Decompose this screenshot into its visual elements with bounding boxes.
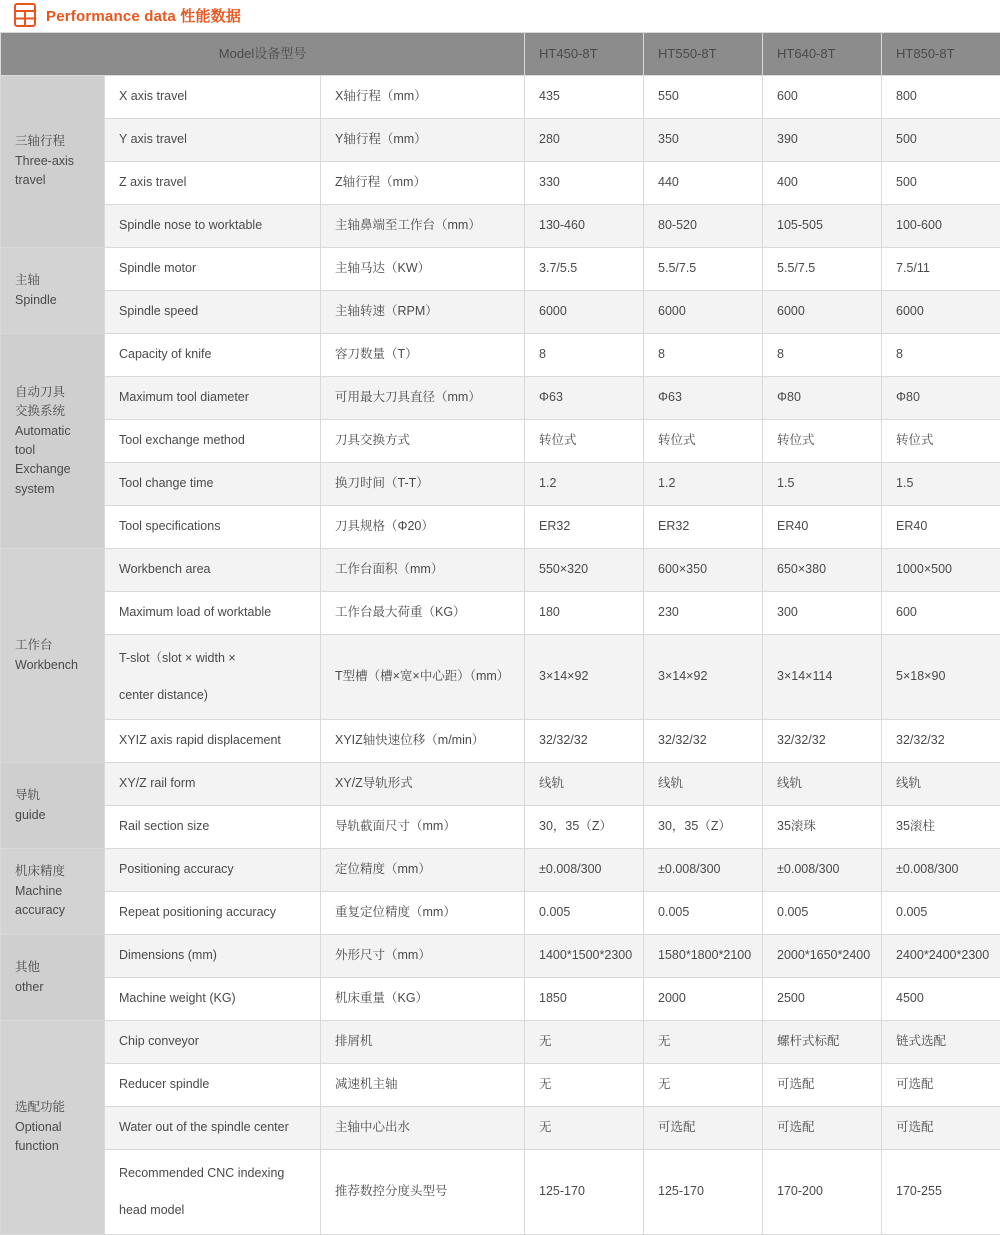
group-label-machine-accuracy <box>1 849 105 935</box>
row-value: ±0.008/300 <box>525 849 644 892</box>
row-label-cn: 工作台最大荷重（KG） <box>321 592 525 635</box>
row-label-cn: T型槽（槽×宽×中心距）（mm） <box>321 635 525 720</box>
row-value: 80-520 <box>644 205 763 248</box>
row-value: 32/32/32 <box>882 720 1000 763</box>
row-value: 5.5/7.5 <box>644 248 763 291</box>
row-value: 可选配 <box>882 1064 1000 1107</box>
table-row <box>1 1064 1000 1107</box>
row-value: 650×380 <box>763 549 882 592</box>
group-label-en: Machine accuracy <box>15 882 90 921</box>
row-value: 线轨 <box>644 763 763 806</box>
group-label-cn: 主轴 <box>15 271 90 290</box>
row-label-en: Chip conveyor <box>105 1021 321 1064</box>
row-label-cn: 主轴马达（KW） <box>321 248 525 291</box>
row-value: 2400*2400*2300 <box>882 935 1000 978</box>
row-value: 230 <box>644 592 763 635</box>
row-value: 线轨 <box>763 763 882 806</box>
row-value: 6000 <box>644 291 763 334</box>
row-value: 600×350 <box>644 549 763 592</box>
row-label-en: Maximum tool diameter <box>105 377 321 420</box>
row-value: 390 <box>763 119 882 162</box>
row-value: 330 <box>525 162 644 205</box>
row-value: 螺杆式标配 <box>763 1021 882 1064</box>
row-label-en-line1: T-slot（slot × width × <box>119 651 236 665</box>
row-value: 6000 <box>763 291 882 334</box>
row-label-cn: XYIZ轴快速位移（m/min） <box>321 720 525 763</box>
table-row <box>1 205 1000 248</box>
row-label-cn: 推荐数控分度头型号 <box>321 1150 525 1235</box>
row-label-cn: 定位精度（mm） <box>321 849 525 892</box>
row-value: 4500 <box>882 978 1000 1021</box>
row-label-en: Tool change time <box>105 463 321 506</box>
row-label-cn: Y轴行程（mm） <box>321 119 525 162</box>
row-value: 1400*1500*2300 <box>525 935 644 978</box>
row-value: 可选配 <box>882 1107 1000 1150</box>
row-value: Φ80 <box>763 377 882 420</box>
group-label-other <box>1 935 105 1021</box>
row-label-cn: 主轴转速（RPM） <box>321 291 525 334</box>
row-value: ER32 <box>644 506 763 549</box>
row-value: 2000 <box>644 978 763 1021</box>
row-value: 600 <box>882 592 1000 635</box>
group-label-guide <box>1 763 105 849</box>
row-value: 5×18×90 <box>882 635 1000 720</box>
row-value: Φ80 <box>882 377 1000 420</box>
group-label-en: Automatic tool <box>15 422 90 461</box>
group-label-en: Optional function <box>15 1118 90 1157</box>
row-value: 800 <box>882 76 1000 119</box>
row-label-cn: 容刀数量（T） <box>321 334 525 377</box>
group-label-en2: Exchange system <box>15 460 90 499</box>
row-label-cn: 换刀时间（T-T） <box>321 463 525 506</box>
row-label-en: Spindle motor <box>105 248 321 291</box>
group-label-cn: 三轴行程 <box>15 132 90 151</box>
row-label-en: Machine weight (KG) <box>105 978 321 1021</box>
table-row <box>1 291 1000 334</box>
row-label-cn: 可用最大刀具直径（mm） <box>321 377 525 420</box>
row-label-cn: 主轴鼻端至工作台（mm） <box>321 205 525 248</box>
row-value: 2000*1650*2400 <box>763 935 882 978</box>
row-label-cn: 外形尺寸（mm） <box>321 935 525 978</box>
row-label-en: Rail section size <box>105 806 321 849</box>
row-label-en: XY/Z rail form <box>105 763 321 806</box>
row-value: 550 <box>644 76 763 119</box>
row-value: 280 <box>525 119 644 162</box>
row-value: 0.005 <box>644 892 763 935</box>
row-value: 400 <box>763 162 882 205</box>
header-model-1: HT450-8T <box>525 33 644 76</box>
row-label-en: Positioning accuracy <box>105 849 321 892</box>
table-row <box>1 119 1000 162</box>
group-label-en: other <box>15 978 90 997</box>
row-value: 5.5/7.5 <box>763 248 882 291</box>
row-value: 440 <box>644 162 763 205</box>
row-label-en-line1: Recommended CNC indexing <box>119 1166 284 1180</box>
group-label-cn: 导轨 <box>15 786 90 805</box>
table-row <box>1 506 1000 549</box>
table-body <box>1 76 1000 1235</box>
row-value: 170-255 <box>882 1150 1000 1235</box>
row-value: 600 <box>763 76 882 119</box>
row-value: ER40 <box>882 506 1000 549</box>
page-header <box>0 0 1000 32</box>
row-value: 170-200 <box>763 1150 882 1235</box>
table-row <box>1 635 1000 720</box>
table-row <box>1 763 1000 806</box>
row-label-en: Reducer spindle <box>105 1064 321 1107</box>
group-label-cn: 选配功能 <box>15 1098 90 1117</box>
row-value: 180 <box>525 592 644 635</box>
table-row <box>1 549 1000 592</box>
row-value: 6000 <box>882 291 1000 334</box>
row-label-en: Spindle speed <box>105 291 321 334</box>
row-value: 1000×500 <box>882 549 1000 592</box>
group-label-en: guide <box>15 806 90 825</box>
row-label-en: Z axis travel <box>105 162 321 205</box>
row-label-en: Y axis travel <box>105 119 321 162</box>
row-label-cn: 导轨截面尺寸（mm） <box>321 806 525 849</box>
row-value: 6000 <box>525 291 644 334</box>
row-value: 500 <box>882 162 1000 205</box>
table-row <box>1 334 1000 377</box>
table-row <box>1 806 1000 849</box>
row-label-en: Repeat positioning accuracy <box>105 892 321 935</box>
row-value: 可选配 <box>644 1107 763 1150</box>
performance-data-table <box>0 32 1000 1235</box>
table-row <box>1 849 1000 892</box>
row-value: 125-170 <box>644 1150 763 1235</box>
table-row <box>1 1107 1000 1150</box>
row-label-cn: 机床重量（KG） <box>321 978 525 1021</box>
row-value: 100-600 <box>882 205 1000 248</box>
row-value: 500 <box>882 119 1000 162</box>
row-value: 转位式 <box>525 420 644 463</box>
row-value: 300 <box>763 592 882 635</box>
row-label-en <box>105 1150 321 1235</box>
table-row <box>1 1021 1000 1064</box>
row-value: 0.005 <box>882 892 1000 935</box>
row-value: 32/32/32 <box>763 720 882 763</box>
row-label-cn: X轴行程（mm） <box>321 76 525 119</box>
row-value: 435 <box>525 76 644 119</box>
row-value: 2500 <box>763 978 882 1021</box>
group-label-automatic-tool-exchange-system <box>1 334 105 549</box>
row-value: 550×320 <box>525 549 644 592</box>
row-label-en: X axis travel <box>105 76 321 119</box>
row-value: 链式选配 <box>882 1021 1000 1064</box>
row-value: 125-170 <box>525 1150 644 1235</box>
row-value: 8 <box>525 334 644 377</box>
row-value: 3.7/5.5 <box>525 248 644 291</box>
row-value: 8 <box>763 334 882 377</box>
row-value: 130-460 <box>525 205 644 248</box>
row-value: 1.2 <box>644 463 763 506</box>
row-label-en: Water out of the spindle center <box>105 1107 321 1150</box>
group-label-three-axis-travel <box>1 76 105 248</box>
header-model-3: HT640-8T <box>763 33 882 76</box>
header-model-4: HT850-8T <box>882 33 1000 76</box>
row-value: 8 <box>644 334 763 377</box>
row-value: 8 <box>882 334 1000 377</box>
row-value: 3×14×92 <box>525 635 644 720</box>
row-value: 1.2 <box>525 463 644 506</box>
row-value: 无 <box>525 1021 644 1064</box>
row-value: 350 <box>644 119 763 162</box>
row-label-en: Maximum load of worktable <box>105 592 321 635</box>
row-value: 可选配 <box>763 1107 882 1150</box>
row-value: 1.5 <box>882 463 1000 506</box>
table-row <box>1 978 1000 1021</box>
group-label-en: Workbench <box>15 656 90 675</box>
row-value: 7.5/11 <box>882 248 1000 291</box>
row-label-en: Workbench area <box>105 549 321 592</box>
row-value: 35滚珠 <box>763 806 882 849</box>
row-value: 0.005 <box>525 892 644 935</box>
row-label-en: Dimensions (mm) <box>105 935 321 978</box>
table-row <box>1 463 1000 506</box>
row-label-cn: 主轴中心出水 <box>321 1107 525 1150</box>
row-value: 无 <box>644 1064 763 1107</box>
row-value: 30，35（Z） <box>525 806 644 849</box>
row-label-en: Tool specifications <box>105 506 321 549</box>
row-value: 3×14×92 <box>644 635 763 720</box>
group-label-optional-function <box>1 1021 105 1235</box>
group-label-cn2: 交换系统 <box>15 402 90 421</box>
row-value: 105-505 <box>763 205 882 248</box>
row-value: 1.5 <box>763 463 882 506</box>
group-label-spindle <box>1 248 105 334</box>
row-value: ER32 <box>525 506 644 549</box>
row-value: ±0.008/300 <box>644 849 763 892</box>
table-document-icon <box>14 3 36 27</box>
table-row <box>1 377 1000 420</box>
row-value: ER40 <box>763 506 882 549</box>
group-label-cn: 工作台 <box>15 636 90 655</box>
row-value: 无 <box>525 1064 644 1107</box>
row-label-en: Spindle nose to worktable <box>105 205 321 248</box>
row-value: 线轨 <box>882 763 1000 806</box>
page-title: Performance data 性能数据 <box>46 5 241 26</box>
group-label-cn: 其他 <box>15 958 90 977</box>
group-label-en: Spindle <box>15 291 90 310</box>
row-label-en: Capacity of knife <box>105 334 321 377</box>
row-label-en <box>105 635 321 720</box>
row-label-cn: 工作台面积（mm） <box>321 549 525 592</box>
row-value: 1580*1800*2100 <box>644 935 763 978</box>
row-label-cn: 排屑机 <box>321 1021 525 1064</box>
table-row <box>1 892 1000 935</box>
row-value: 32/32/32 <box>525 720 644 763</box>
row-value: ±0.008/300 <box>882 849 1000 892</box>
row-value: 转位式 <box>882 420 1000 463</box>
row-label-en-line2: center distance) <box>119 686 306 705</box>
row-value: 32/32/32 <box>644 720 763 763</box>
table-row <box>1 720 1000 763</box>
table-row <box>1 76 1000 119</box>
table-row <box>1 248 1000 291</box>
row-value: 30，35（Z） <box>644 806 763 849</box>
group-label-cn: 自动刀具 <box>15 383 90 402</box>
table-row <box>1 162 1000 205</box>
group-label-cn: 机床精度 <box>15 862 90 881</box>
header-model-label: Model设备型号 <box>1 33 525 76</box>
group-label-workbench <box>1 549 105 763</box>
row-value: 转位式 <box>763 420 882 463</box>
row-label-en-line2: head model <box>119 1201 306 1220</box>
table-row <box>1 935 1000 978</box>
row-value: 线轨 <box>525 763 644 806</box>
row-label-en: Tool exchange method <box>105 420 321 463</box>
table-row <box>1 592 1000 635</box>
row-value: ±0.008/300 <box>763 849 882 892</box>
table-row <box>1 420 1000 463</box>
row-value: Φ63 <box>525 377 644 420</box>
row-label-cn: XY/Z导轨形式 <box>321 763 525 806</box>
row-label-en: XYIZ axis rapid displacement <box>105 720 321 763</box>
row-label-cn: 减速机主轴 <box>321 1064 525 1107</box>
row-value: Φ63 <box>644 377 763 420</box>
row-label-cn: Z轴行程（mm） <box>321 162 525 205</box>
row-label-cn: 刀具交换方式 <box>321 420 525 463</box>
row-value: 3×14×114 <box>763 635 882 720</box>
row-value: 0.005 <box>763 892 882 935</box>
header-model-2: HT550-8T <box>644 33 763 76</box>
table-header-row <box>1 33 1000 76</box>
row-value: 无 <box>525 1107 644 1150</box>
table-row <box>1 1150 1000 1235</box>
row-value: 35滚柱 <box>882 806 1000 849</box>
row-value: 转位式 <box>644 420 763 463</box>
row-label-cn: 重复定位精度（mm） <box>321 892 525 935</box>
row-value: 1850 <box>525 978 644 1021</box>
row-value: 无 <box>644 1021 763 1064</box>
row-label-cn: 刀具规格（Φ20） <box>321 506 525 549</box>
row-value: 可选配 <box>763 1064 882 1107</box>
group-label-en: Three-axis travel <box>15 152 90 191</box>
